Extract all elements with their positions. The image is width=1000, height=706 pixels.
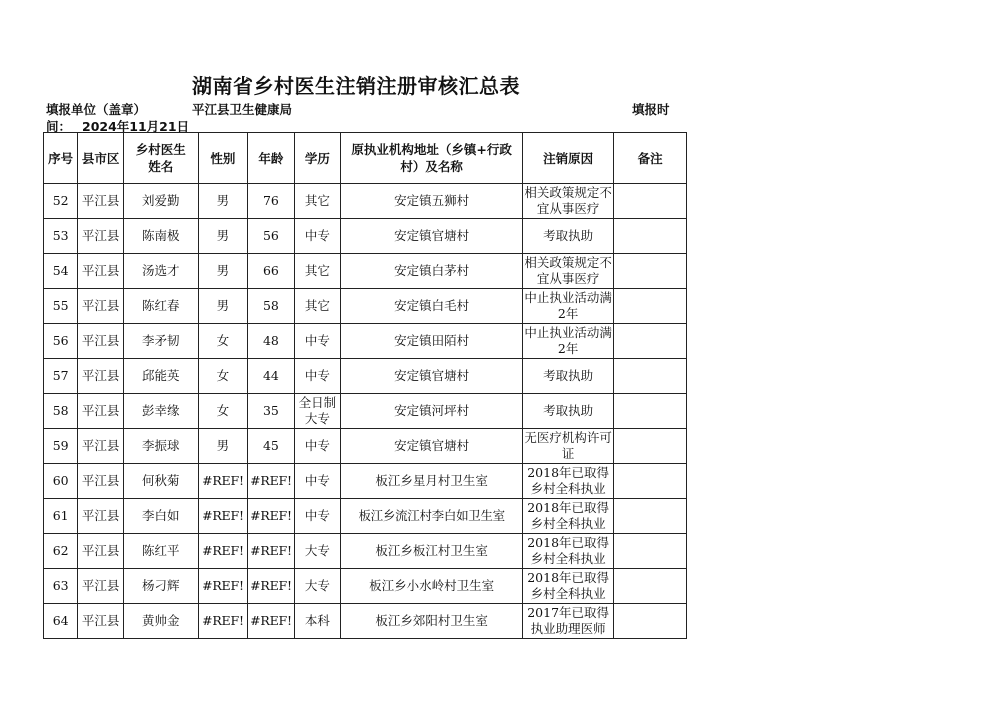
cell-seq: 57 [44,359,78,394]
reporting-unit-value: 平江县卫生健康局 [192,102,293,117]
table-row [44,534,687,569]
cell-remark [614,219,687,254]
cell-address: 板江乡郊阳村卫生室 [341,604,523,639]
column-header-gender: 性别 [198,133,248,184]
audit-summary-table [43,132,687,639]
column-header-age: 年龄 [248,133,295,184]
cell-reason: 2018年已取得乡村全科执业 [523,499,614,534]
cell-reason: 无医疗机构许可证 [523,429,614,464]
cell-education: 其它 [294,289,341,324]
cell-age: #REF! [248,499,295,534]
cell-remark [614,254,687,289]
cell-seq: 64 [44,604,78,639]
cell-reason: 相关政策规定不宜从事医疗 [523,254,614,289]
cell-remark [614,499,687,534]
table-row [44,499,687,534]
cell-gender: 男 [198,184,248,219]
cell-county: 平江县 [78,534,123,569]
cell-doctor-name: 李白如 [123,499,198,534]
table-row [44,324,687,359]
cell-gender: #REF! [198,464,248,499]
reporting-unit-label: 填报单位（盖章） [46,102,147,117]
cell-education: 中专 [294,429,341,464]
table-row [44,604,687,639]
cell-reason: 2018年已取得乡村全科执业 [523,569,614,604]
cell-doctor-name: 杨刁辉 [123,569,198,604]
cell-remark [614,324,687,359]
cell-doctor-name: 邱能英 [123,359,198,394]
cell-seq: 60 [44,464,78,499]
cell-address: 安定镇河坪村 [341,394,523,429]
cell-age: #REF! [248,464,295,499]
page-title: 湖南省乡村医生注销注册审核汇总表 [192,74,520,98]
cell-county: 平江县 [78,289,123,324]
cell-seq: 59 [44,429,78,464]
cell-reason: 2017年已取得执业助理医师 [523,604,614,639]
cell-address: 安定镇官塘村 [341,359,523,394]
column-header-address: 原执业机构地址（乡镇+行政村）及名称 [341,133,523,184]
cell-age: #REF! [248,534,295,569]
cell-reason: 中止执业活动满2年 [523,324,614,359]
table-row [44,219,687,254]
cell-address: 安定镇白茅村 [341,254,523,289]
cell-address: 安定镇官塘村 [341,219,523,254]
cell-age: 45 [248,429,295,464]
cell-age: 76 [248,184,295,219]
cell-remark [614,429,687,464]
cell-county: 平江县 [78,359,123,394]
cell-remark [614,569,687,604]
cell-education: 中专 [294,324,341,359]
column-header-seq: 序号 [44,133,78,184]
column-header-education: 学历 [294,133,341,184]
cell-address: 安定镇田陌村 [341,324,523,359]
report-date-label-part2: 间： [46,119,72,134]
cell-gender: #REF! [198,499,248,534]
cell-remark [614,604,687,639]
cell-county: 平江县 [78,254,123,289]
table-header-row [44,133,687,184]
table-row [44,394,687,429]
cell-county: 平江县 [78,569,123,604]
column-header-county: 县市区 [78,133,123,184]
column-header-remark: 备注 [614,133,687,184]
cell-seq: 56 [44,324,78,359]
cell-age: 56 [248,219,295,254]
cell-gender: 男 [198,254,248,289]
table-row [44,289,687,324]
cell-county: 平江县 [78,219,123,254]
cell-county: 平江县 [78,464,123,499]
cell-remark [614,534,687,569]
cell-seq: 62 [44,534,78,569]
cell-county: 平江县 [78,394,123,429]
cell-education: 其它 [294,184,341,219]
cell-reason: 中止执业活动满2年 [523,289,614,324]
cell-gender: 女 [198,359,248,394]
cell-education: 本科 [294,604,341,639]
cell-age: #REF! [248,604,295,639]
cell-address: 安定镇官塘村 [341,429,523,464]
cell-gender: 男 [198,429,248,464]
cell-doctor-name: 刘爱勤 [123,184,198,219]
table-row [44,569,687,604]
cell-address: 板江乡星月村卫生室 [341,464,523,499]
cell-seq: 55 [44,289,78,324]
cell-address: 板江乡板江村卫生室 [341,534,523,569]
report-date-label-part1: 填报时 [632,102,670,117]
cell-county: 平江县 [78,429,123,464]
cell-reason: 相关政策规定不宜从事医疗 [523,184,614,219]
cell-age: #REF! [248,569,295,604]
cell-remark [614,289,687,324]
cell-seq: 61 [44,499,78,534]
table-body [44,184,687,639]
cell-education: 其它 [294,254,341,289]
cell-education: 中专 [294,464,341,499]
cell-gender: #REF! [198,569,248,604]
cell-age: 44 [248,359,295,394]
table-row [44,464,687,499]
table-row [44,184,687,219]
cell-seq: 53 [44,219,78,254]
table-row [44,429,687,464]
cell-reason: 考取执助 [523,219,614,254]
cell-doctor-name: 陈红春 [123,289,198,324]
cell-address: 安定镇白毛村 [341,289,523,324]
table-row [44,359,687,394]
cell-doctor-name: 陈红平 [123,534,198,569]
cell-education: 大专 [294,569,341,604]
cell-reason: 2018年已取得乡村全科执业 [523,464,614,499]
cell-seq: 52 [44,184,78,219]
cell-education: 全日制大专 [294,394,341,429]
cell-county: 平江县 [78,604,123,639]
cell-gender: 女 [198,394,248,429]
cell-reason: 2018年已取得乡村全科执业 [523,534,614,569]
cell-remark [614,464,687,499]
cell-education: 中专 [294,219,341,254]
cell-doctor-name: 李振球 [123,429,198,464]
cell-remark [614,184,687,219]
cell-remark [614,394,687,429]
cell-gender: 男 [198,289,248,324]
cell-doctor-name: 何秋菊 [123,464,198,499]
cell-reason: 考取执助 [523,359,614,394]
cell-doctor-name: 黄帅金 [123,604,198,639]
cell-age: 58 [248,289,295,324]
report-date-value: 2024年11月21日 [82,119,190,134]
column-header-doctor-name: 乡村医生姓名 [123,133,198,184]
cell-address: 安定镇五狮村 [341,184,523,219]
cell-county: 平江县 [78,499,123,534]
cell-gender: #REF! [198,604,248,639]
cell-doctor-name: 彭幸缘 [123,394,198,429]
cell-address: 板江乡小水岭村卫生室 [341,569,523,604]
cell-remark [614,359,687,394]
cell-age: 48 [248,324,295,359]
cell-education: 中专 [294,499,341,534]
cell-address: 板江乡流江村李白如卫生室 [341,499,523,534]
cell-county: 平江县 [78,324,123,359]
cell-education: 大专 [294,534,341,569]
cell-gender: #REF! [198,534,248,569]
cell-gender: 女 [198,324,248,359]
cell-education: 中专 [294,359,341,394]
cell-reason: 考取执助 [523,394,614,429]
cell-age: 66 [248,254,295,289]
cell-county: 平江县 [78,184,123,219]
cell-doctor-name: 陈南极 [123,219,198,254]
table-row [44,254,687,289]
cell-seq: 63 [44,569,78,604]
cell-doctor-name: 李矛韧 [123,324,198,359]
cell-seq: 54 [44,254,78,289]
cell-age: 35 [248,394,295,429]
cell-doctor-name: 汤选才 [123,254,198,289]
cell-seq: 58 [44,394,78,429]
cell-gender: 男 [198,219,248,254]
column-header-reason: 注销原因 [523,133,614,184]
